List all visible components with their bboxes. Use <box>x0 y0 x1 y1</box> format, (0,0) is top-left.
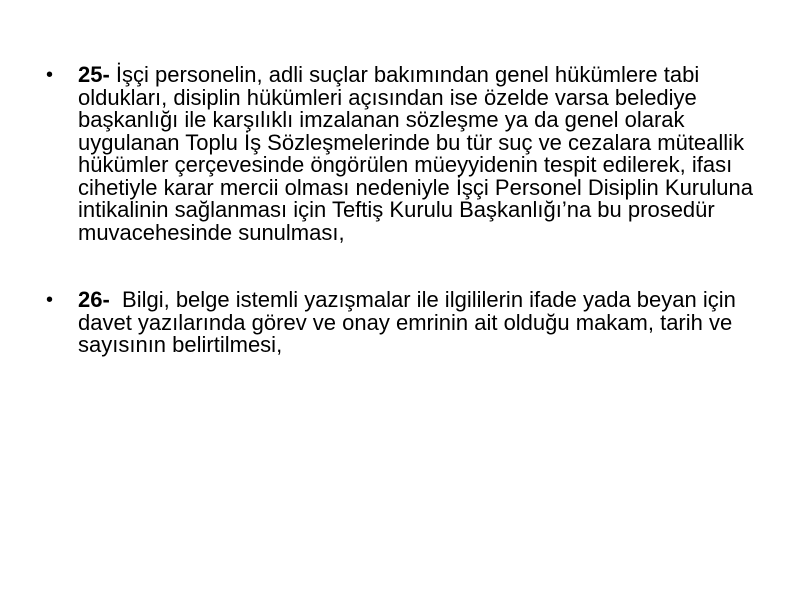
item-text: İşçi personelin, adli suçlar bakımından genel hükümlere tabi oldukları, disiplin hükümleri açısından ise özelde varsa belediye başkanlığı ile karşılıklı imzalanan sözleşme ya da genel olarak uygulanan Toplu İş Sözleşmelerinde bu tür suç ve cezalara müteallik hükümler çerçevesinde öngörülen müeyyidenin tespit edilerek, ifası cihetiyle karar mercii olması nedeniyle İşçi Personel Disiplin Kuruluna intikalinin sağlanması için Teftiş Kurulu Başkanlığı’na bu prosedür muvacehesinde sunulması, <box>78 62 753 245</box>
bullet-list <box>46 64 756 357</box>
bullet-icon: • <box>46 289 54 311</box>
bullet-icon: • <box>46 64 54 86</box>
item-text: Bilgi, belge istemli yazışmalar ile ilgililerin ifade yada beyan için davet yazılarında görev ve onay emrinin ait olduğu makam, tarih ve sayısının belirtilmesi, <box>78 287 742 357</box>
list-item-26 <box>46 289 756 357</box>
item-number: 26- <box>78 287 110 312</box>
item-number: 25- <box>78 62 110 87</box>
list-item-25 <box>46 64 756 244</box>
